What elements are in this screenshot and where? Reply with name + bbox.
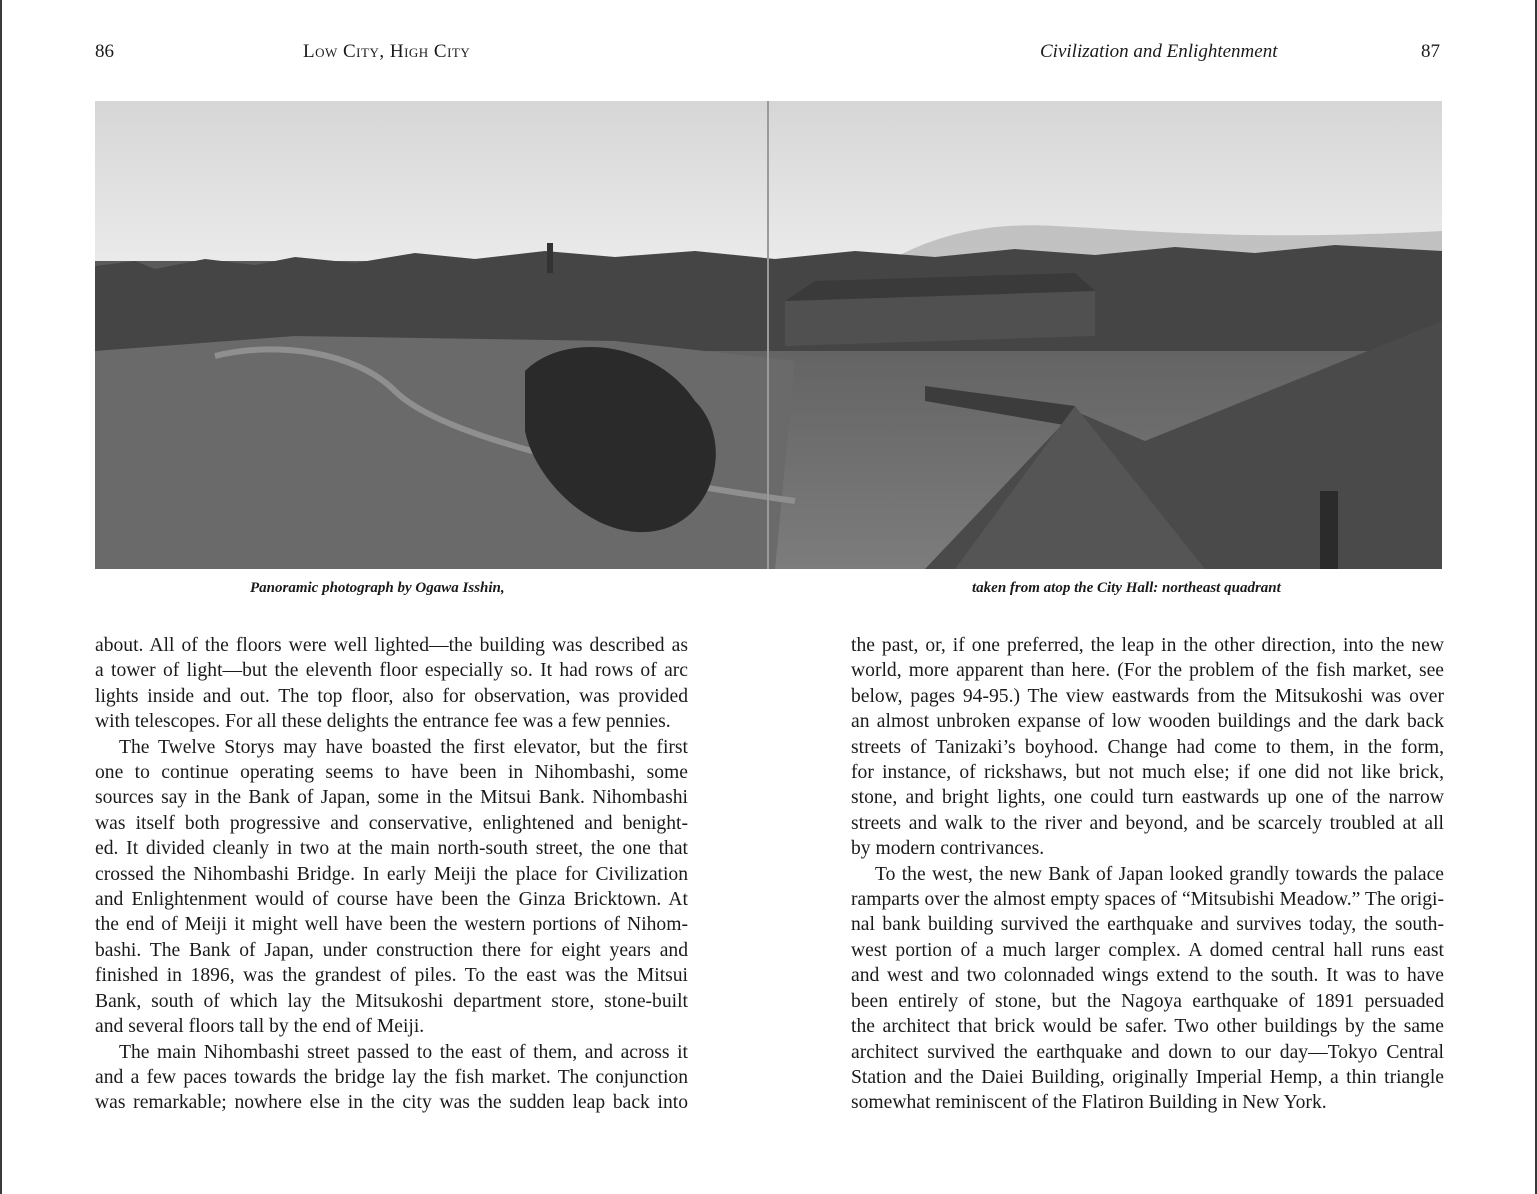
text-line: an almost unbroken expanse of low wooden buildings and the dark back — [851, 711, 1444, 733]
text-line: and several floors tall by the end of Meiji. — [95, 1016, 425, 1038]
text-line: sources say in the Bank of Japan, some in the Mitsui Bank. Nihombashi — [95, 787, 688, 809]
text-line: world, more apparent than here. (For the problem of the fish market, see — [851, 660, 1444, 682]
text-line: been entirely of stone, but the Nagoya earthquake of 1891 persuaded — [851, 990, 1444, 1012]
text-column-left — [95, 633, 688, 1116]
text-line: for instance, of rickshaws, but not much else; if one did not like brick, — [851, 762, 1444, 784]
text-line: west portion of a much larger complex. A domed central hall runs east — [851, 939, 1444, 961]
photo-spire — [547, 243, 553, 273]
text-line: was itself both progressive and conservative, enlightened and benight- — [95, 812, 688, 834]
text-line: below, pages 94-95.) The view eastwards from the Mitsukoshi was over — [851, 685, 1444, 707]
text-line: by modern contrivances. — [851, 838, 1045, 860]
text-line: about. All of the floors were well lighted—the building was described as — [95, 635, 688, 656]
text-column-right — [851, 633, 1444, 1116]
page-edge-left — [0, 0, 2, 1194]
text-line: streets and walk to the river and beyond, and be scarcely troubled at all — [851, 812, 1444, 834]
text-line: ramparts over the almost empty spaces of “Mitsubishi Meadow.” The origi- — [851, 889, 1444, 911]
text-line: lights inside and out. The top floor, also for observation, was provided — [95, 685, 688, 707]
photo-tower — [1320, 491, 1338, 569]
text-line: Station and the Daiei Building, originally Imperial Hemp, a thin triangle — [851, 1066, 1444, 1088]
text-line: the architect that brick would be safer. Two other buildings by the same — [851, 1016, 1444, 1038]
text-line: with telescopes. For all these delights the entrance fee was a few pennies. — [95, 711, 671, 733]
text-line: one to continue operating seems to have been in Nihombashi, some — [95, 762, 688, 784]
photo-seam — [767, 101, 769, 569]
text-line: streets of Tanizaki’s boyhood. Change had come to them, in the form, — [851, 736, 1444, 758]
figure-caption-right: taken from atop the City Hall: northeast quadrant — [972, 580, 1281, 596]
text-line: stone, and bright lights, one could turn eastwards up one of the narrow — [851, 787, 1444, 809]
running-head-right: Civilization and Enlightenment — [1040, 41, 1278, 62]
text-line: crossed the Nihombashi Bridge. In early Meiji the place for Civilization — [95, 863, 688, 885]
text-line: and west and two colonnaded wings extend to the south. It was to have — [851, 965, 1444, 987]
figure-caption-left: Panoramic photograph by Ogawa Isshin, — [250, 580, 505, 596]
text-line: was remarkable; nowhere else in the city was the sudden leap back into — [95, 1092, 688, 1114]
text-line: ed. It divided cleanly in two at the main north-south street, the one that — [95, 838, 688, 860]
text-line: and a few paces towards the bridge lay the fish market. The conjunction — [95, 1066, 688, 1088]
text-line: nal bank building survived the earthquake and survives today, the south- — [851, 914, 1444, 936]
text-line: Bank, south of which lay the Mitsukoshi department store, stone-built — [95, 990, 688, 1012]
text-line: The main Nihombashi street passed to the east of them, and across it — [119, 1041, 688, 1063]
text-line: the end of Meiji it might well have been the western portions of Nihom- — [95, 914, 688, 936]
text-line: and Enlightenment would of course have been the Ginza Bricktown. At — [95, 889, 688, 911]
text-line: The Twelve Storys may have boasted the first elevator, but the first — [119, 736, 688, 758]
running-head-left: Low City, High City — [303, 41, 471, 62]
text-line: finished in 1896, was the grandest of piles. To the east was the Mitsui — [95, 965, 688, 987]
text-line: bashi. The Bank of Japan, under construction there for eight years and — [95, 939, 688, 961]
page-number-left: 86 — [95, 41, 114, 62]
page-number-right: 87 — [1421, 41, 1440, 62]
text-line: architect survived the earthquake and down to our day—Tokyo Central — [851, 1041, 1444, 1063]
panoramic-photograph — [95, 101, 1442, 569]
text-line: a tower of light—but the eleventh floor especially so. It had rows of arc — [95, 660, 688, 682]
text-line: the past, or, if one preferred, the leap in the other direction, into the new — [851, 635, 1444, 656]
text-line: somewhat reminiscent of the Flatiron Building in New York. — [851, 1092, 1327, 1114]
text-line: To the west, the new Bank of Japan looked grandly towards the palace — [875, 863, 1444, 885]
